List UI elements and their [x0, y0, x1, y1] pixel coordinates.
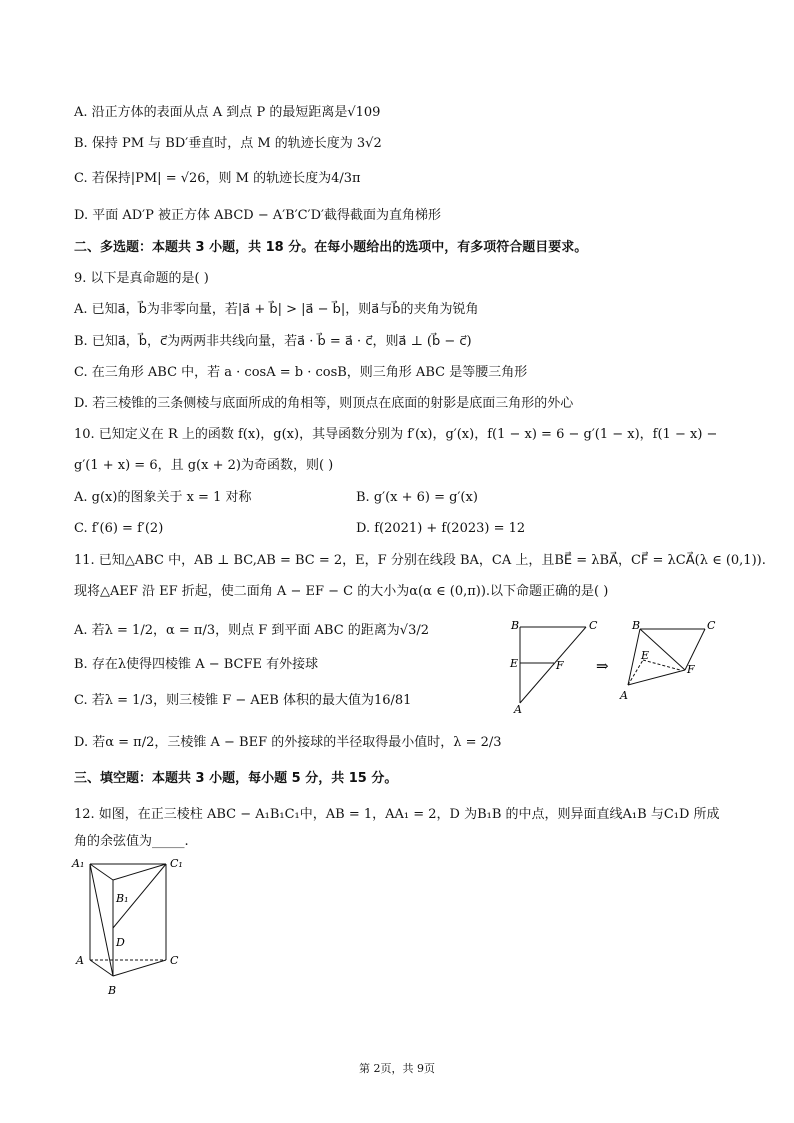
q11-option-a: A. 若λ = 1/2，α = π/3，则点 F 到平面 ABC 的距离为√3/2	[74, 623, 429, 638]
fig12-label-b: B	[108, 984, 117, 997]
q11-stem: 11. 已知△ABC 中，AB ⊥ BC,AB = BC = 2，E，F 分别在线段 BA，CA 上，且BE⃗ = λBA⃗，CF⃗ = λCA⃗(λ ∈ (0,1)).	[74, 553, 766, 568]
section-2-heading: 二、多选题：本题共 3 小题，共 18 分。在每小题给出的选项中，有多项符合题目要求。	[74, 240, 588, 255]
fig11-label-b: B	[511, 619, 520, 632]
page-footer: 第 2页，共 9页	[359, 1062, 435, 1075]
fig12-label-c: C	[170, 954, 179, 967]
q11-stem-cont: 现将△AEF 沿 EF 折起，使二面角 A − EF − C 的大小为α(α ∈ (0,π)).以下命题正确的是( )	[74, 584, 609, 599]
fig12-label-d: D	[116, 936, 125, 949]
q11-option-d: D. 若α = π/2，三棱锥 A − BEF 的外接球的半径取得最小值时，λ = 2/3	[74, 735, 502, 750]
q12-stem: 12. 如图，在正三棱柱 ABC − A₁B₁C₁中，AB = 1，AA₁ = 2，D 为B₁B 的中点，则异面直线A₁B 与C₁D 所成	[74, 807, 720, 822]
q11-option-b: B. 存在λ使得四棱锥 A − BCFE 有外接球	[74, 657, 319, 672]
q9-stem: 9. 以下是真命题的是( )	[74, 271, 209, 286]
option-8a: A. 沿正方体的表面从点 A 到点 P 的最短距离是√109	[74, 105, 381, 120]
section-3-heading: 三、填空题：本题共 3 小题，每小题 5 分，共 15 分。	[74, 771, 398, 786]
fig11-label-a2: A	[620, 689, 628, 702]
q11-option-c: C. 若λ = 1/3，则三棱锥 F − AEB 体积的最大值为16/81	[74, 693, 412, 708]
q10-stem-cont: g′(1 + x) = 6，且 g(x + 2)为奇函数，则( )	[74, 458, 334, 473]
q12-figure	[68, 852, 188, 1002]
fig12-label-a1: A₁	[72, 857, 85, 870]
q9-option-b: B. 已知a⃗，b⃗，c⃗为两两非共线向量，若a⃗ · b⃗ = a⃗ · c⃗，则a⃗ ⊥ (b⃗ − c⃗)	[74, 334, 472, 349]
fig11-label-b2: B	[632, 619, 641, 632]
fig11-label-e2: E	[641, 649, 650, 662]
q9-option-d: D. 若三棱锥的三条侧棱与底面所成的角相等，则顶点在底面的射影是底面三角形的外心	[74, 396, 574, 411]
fig11-label-f2: F	[687, 663, 695, 676]
option-8d: D. 平面 AD′P 被正方体 ABCD − A′B′C′D′截得截面为直角梯形	[74, 208, 441, 223]
q10-option-c: C. f′(6) = f′(2)	[74, 521, 164, 536]
q11-figure	[500, 615, 730, 715]
fig11-label-c2: C	[707, 619, 716, 632]
fig12-label-a: A	[76, 954, 84, 967]
fig12-label-b1: B₁	[116, 892, 129, 905]
q10-stem: 10. 已知定义在 R 上的函数 f(x)，g(x)，其导函数分别为 f′(x)，g′(x)，f(1 − x) = 6 − g′(1 − x)，f(1 − x) −	[74, 427, 718, 442]
fig11-arrow: ⇒	[596, 657, 609, 675]
option-8c: C. 若保持|PM| = √26，则 M 的轨迹长度为4/3π	[74, 171, 361, 186]
fig11-label-c: C	[589, 619, 598, 632]
q10-option-a: A. g(x)的图象关于 x = 1 对称	[74, 490, 252, 505]
q10-option-b: B. g′(x + 6) = g′(x)	[356, 490, 478, 505]
fig11-label-f: F	[556, 659, 564, 672]
fig11-label-a: A	[514, 703, 522, 715]
q12-stem-cont: 角的余弦值为_____.	[74, 834, 189, 849]
q10-option-d: D. f(2021) + f(2023) = 12	[356, 521, 526, 536]
q9-option-c: C. 在三角形 ABC 中，若 a · cosA = b · cosB，则三角形 ABC 是等腰三角形	[74, 365, 528, 380]
fig12-label-c1: C₁	[170, 857, 183, 870]
q9-option-a: A. 已知a⃗，b⃗为非零向量，若|a⃗ + b⃗| > |a⃗ − b⃗|，则a⃗与b⃗的夹角为锐角	[74, 302, 479, 317]
fig11-label-e: E	[510, 657, 519, 670]
option-8b: B. 保持 PM 与 BD′垂直时，点 M 的轨迹长度为 3√2	[74, 136, 382, 151]
